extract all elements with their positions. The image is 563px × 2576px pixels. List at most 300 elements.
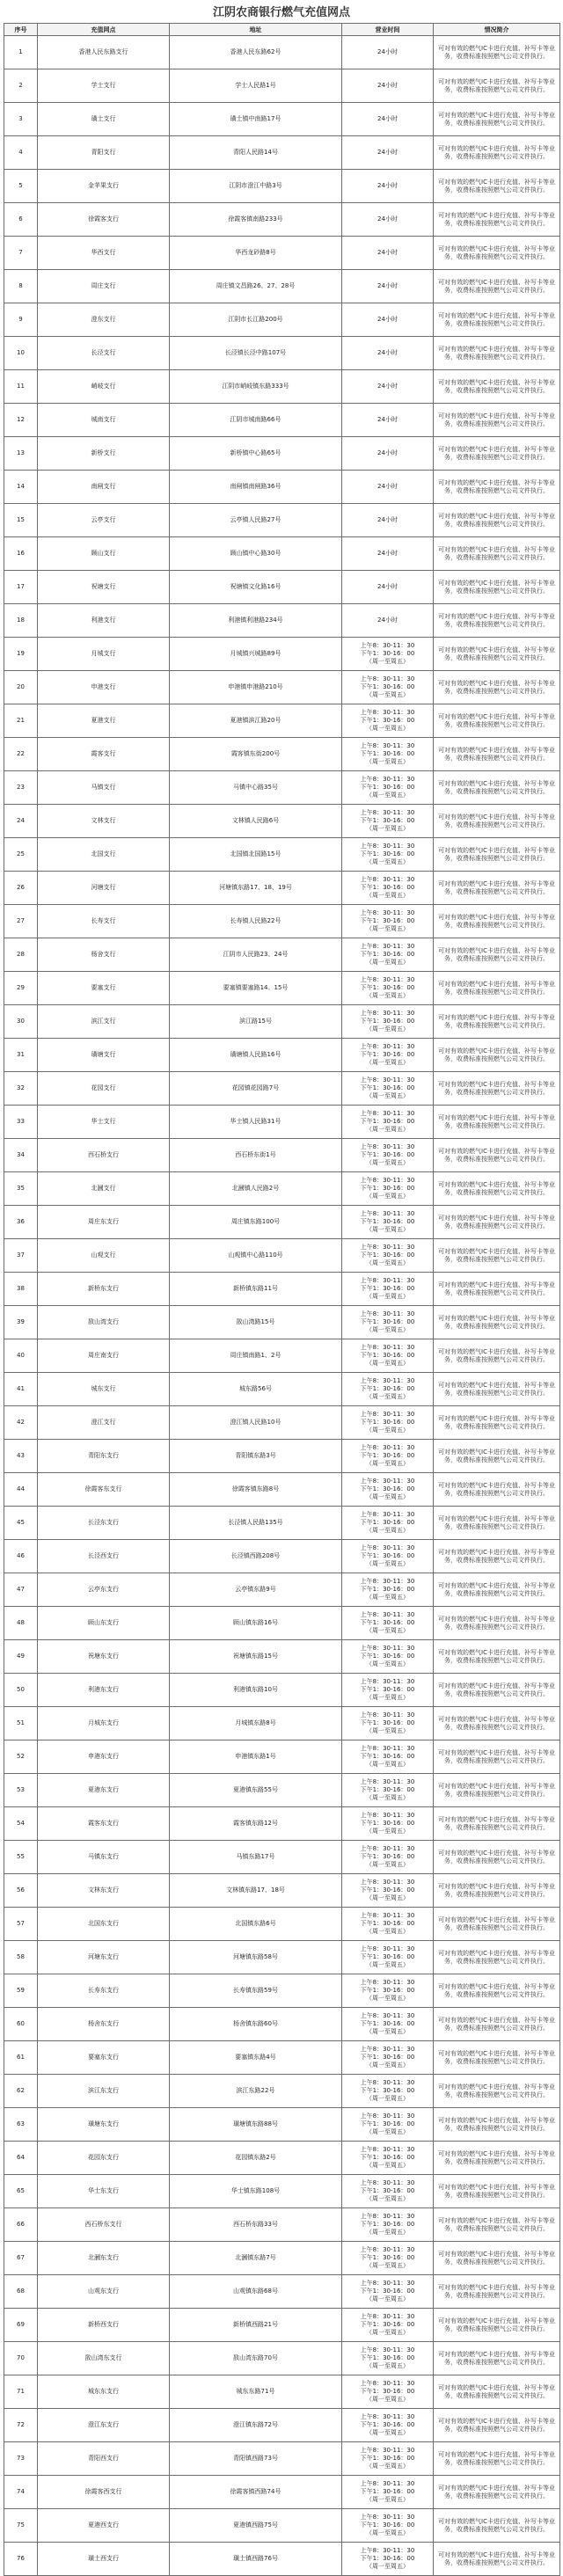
outlet-name: 山观东支行 bbox=[38, 2275, 170, 2309]
row-number: 28 bbox=[4, 938, 38, 972]
table-row bbox=[4, 1740, 560, 1774]
table-row bbox=[4, 638, 560, 671]
outlet-address: 花园镇花园路7号 bbox=[170, 1072, 342, 1106]
table-row bbox=[4, 2142, 560, 2175]
outlet-address: 祝塘镇东路15号 bbox=[170, 1640, 342, 1674]
hours-line: 下午1：30-16：00 bbox=[360, 1452, 415, 1459]
table-row bbox=[4, 203, 560, 237]
hours-line: 下午1：30-16：00 bbox=[360, 2254, 415, 2261]
hours-line: 上午8：30-11：30 bbox=[360, 1210, 415, 1217]
row-number: 47 bbox=[4, 1573, 38, 1607]
hours-line: 下午1：30-16：00 bbox=[360, 1084, 415, 1091]
outlet-description: 可对有效的燃气IC卡进行充值、补写卡等业务，收费标准按照燃气公司文件执行。 bbox=[434, 2275, 560, 2309]
outlet-address: 璜塘镇人民路16号 bbox=[170, 1039, 342, 1072]
row-number: 2 bbox=[4, 69, 38, 103]
outlet-name: 长泾东支行 bbox=[38, 1507, 170, 1540]
outlet-name: 祝塘支行 bbox=[38, 571, 170, 604]
row-number: 63 bbox=[4, 2108, 38, 2142]
hours-line: 上午8：30-11：30 bbox=[360, 2179, 415, 2186]
outlet-address: 山观镇中心路110号 bbox=[170, 1239, 342, 1273]
outlet-name: 华西支行 bbox=[38, 237, 170, 270]
outlet-name: 要塞支行 bbox=[38, 972, 170, 1005]
hours-line: （周一至周五） bbox=[366, 2262, 409, 2269]
outlet-address: 长寿镇东路59号 bbox=[170, 1974, 342, 2008]
outlet-name: 顾山支行 bbox=[38, 537, 170, 571]
outlet-description: 可对有效的燃气IC卡进行充值、补写卡等业务，收费标准按照燃气公司文件执行。 bbox=[434, 2008, 560, 2041]
business-hours: 24小时 bbox=[342, 203, 434, 237]
row-number: 44 bbox=[4, 1473, 38, 1507]
business-hours: 24小时 bbox=[342, 604, 434, 638]
outlet-description: 可对有效的燃气IC卡进行充值、补写卡等业务，收费标准按照燃气公司文件执行。 bbox=[434, 2375, 560, 2409]
outlet-description: 可对有效的燃气IC卡进行充值、补写卡等业务，收费标准按照燃气公司文件执行。 bbox=[434, 1106, 560, 1139]
hours-line: 上午8：30-11：30 bbox=[360, 1611, 415, 1618]
hours-line: （周一至周五） bbox=[366, 2396, 409, 2403]
outlet-description: 可对有效的燃气IC卡进行充值、补写卡等业务，收费标准按照燃气公司文件执行。 bbox=[434, 1540, 560, 1573]
outlet-description: 可对有效的燃气IC卡进行充值、补写卡等业务，收费标准按照燃气公司文件执行。 bbox=[434, 203, 560, 237]
row-number: 29 bbox=[4, 972, 38, 1005]
outlet-description: 可对有效的燃气IC卡进行充值、补写卡等业务，收费标准按照燃气公司文件执行。 bbox=[434, 638, 560, 671]
hours-line: 上午8：30-11：30 bbox=[360, 1277, 415, 1284]
outlet-description: 可对有效的燃气IC卡进行充值、补写卡等业务，收费标准按照燃气公司文件执行。 bbox=[434, 1273, 560, 1306]
outlet-name: 璜土支行 bbox=[38, 103, 170, 136]
outlet-address: 河塘镇东路58号 bbox=[170, 1941, 342, 1974]
row-number: 21 bbox=[4, 704, 38, 738]
row-number: 6 bbox=[4, 203, 38, 237]
outlet-description: 可对有效的燃气IC卡进行充值、补写卡等业务，收费标准按照燃气公司文件执行。 bbox=[434, 170, 560, 203]
outlet-address: 利港镇东路10号 bbox=[170, 1674, 342, 1707]
hours-line: 下午1：30-16：00 bbox=[360, 984, 415, 991]
business-hours: 24小时 bbox=[342, 270, 434, 303]
outlet-description: 可对有效的燃气IC卡进行充值、补写卡等业务，收费标准按照燃气公司文件执行。 bbox=[434, 2342, 560, 2375]
row-number: 52 bbox=[4, 1740, 38, 1774]
table-row bbox=[4, 270, 560, 303]
table-row bbox=[4, 537, 560, 571]
table-row bbox=[4, 2008, 560, 2041]
hours-line: （周一至周五） bbox=[366, 1995, 409, 2002]
table-row bbox=[4, 404, 560, 437]
table-row bbox=[4, 671, 560, 704]
outlet-address: 江阴市城南路66号 bbox=[170, 404, 342, 437]
table-row bbox=[4, 1540, 560, 1573]
hours-line: 上午8：30-11：30 bbox=[360, 2514, 415, 2521]
hours-line: 下午1：30-16：00 bbox=[360, 717, 415, 724]
table-row bbox=[4, 1774, 560, 1807]
outlet-description: 可对有效的燃气IC卡进行充值、补写卡等业务，收费标准按照燃气公司文件执行。 bbox=[434, 738, 560, 771]
business-hours: 24小时 bbox=[342, 504, 434, 537]
business-hours bbox=[342, 872, 434, 905]
outlet-address: 滨江路15号 bbox=[170, 1005, 342, 1039]
outlet-address: 要塞镇东路4号 bbox=[170, 2041, 342, 2075]
outlet-description: 可对有效的燃气IC卡进行充值、补写卡等业务，收费标准按照燃气公司文件执行。 bbox=[434, 2543, 560, 2576]
outlet-address: 新桥镇中心路65号 bbox=[170, 437, 342, 471]
outlet-description: 可对有效的燃气IC卡进行充值、补写卡等业务，收费标准按照燃气公司文件执行。 bbox=[434, 2476, 560, 2509]
hours-line: （周一至周五） bbox=[366, 1727, 409, 1734]
business-hours bbox=[342, 2075, 434, 2108]
outlet-address: 山观镇东路68号 bbox=[170, 2275, 342, 2309]
outlet-description: 可对有效的燃气IC卡进行充值、补写卡等业务，收费标准按照燃气公司文件执行。 bbox=[434, 2309, 560, 2342]
table-row bbox=[4, 771, 560, 805]
business-hours bbox=[342, 2342, 434, 2375]
table-row bbox=[4, 1874, 560, 1908]
outlet-address: 新桥镇东路11号 bbox=[170, 1273, 342, 1306]
row-number: 35 bbox=[4, 1172, 38, 1206]
outlet-name: 城东支行 bbox=[38, 1373, 170, 1406]
hours-line: （周一至周五） bbox=[366, 959, 409, 966]
outlet-name: 滨江支行 bbox=[38, 1005, 170, 1039]
outlet-address: 徐霞客镇东路8号 bbox=[170, 1473, 342, 1507]
table-row bbox=[4, 2175, 560, 2208]
hours-line: 上午8：30-11：30 bbox=[360, 1645, 415, 1652]
row-number: 42 bbox=[4, 1406, 38, 1440]
table-row bbox=[4, 237, 560, 270]
table-row bbox=[4, 1707, 560, 1740]
hours-line: （周一至周五） bbox=[366, 1594, 409, 1601]
outlet-description: 可对有效的燃气IC卡进行充值、补写卡等业务，收费标准按照燃气公司文件执行。 bbox=[434, 2108, 560, 2142]
business-hours bbox=[342, 1607, 434, 1640]
hours-line: 下午1：30-16：00 bbox=[360, 1953, 415, 1960]
row-number: 11 bbox=[4, 370, 38, 404]
row-number: 68 bbox=[4, 2275, 38, 2309]
outlet-name: 花园东支行 bbox=[38, 2142, 170, 2175]
hours-line: 下午1：30-16：00 bbox=[360, 2455, 415, 2462]
hours-line: 下午1：30-16：00 bbox=[360, 884, 415, 891]
col-header-no: 序号 bbox=[4, 24, 38, 36]
hours-line: （周一至周五） bbox=[366, 1560, 409, 1567]
outlet-address: 澄江镇东路72号 bbox=[170, 2409, 342, 2442]
outlet-name: 云亭东支行 bbox=[38, 1573, 170, 1607]
hours-line: 上午8：30-11：30 bbox=[360, 809, 415, 816]
outlet-address: 西石桥东街1号 bbox=[170, 1139, 342, 1172]
business-hours: 24小时 bbox=[342, 437, 434, 471]
business-hours bbox=[342, 838, 434, 872]
col-header-outlet: 充值网点 bbox=[38, 24, 170, 36]
hours-line: 下午1：30-16：00 bbox=[360, 2521, 415, 2529]
hours-line: （周一至周五） bbox=[366, 1427, 409, 1434]
outlet-name: 祝塘东支行 bbox=[38, 1640, 170, 1674]
hours-line: 下午1：30-16：00 bbox=[360, 2388, 415, 2395]
outlet-address: 长寿镇人民路22号 bbox=[170, 905, 342, 938]
row-number: 7 bbox=[4, 237, 38, 270]
hours-line: 上午8：30-11：30 bbox=[360, 1544, 415, 1551]
hours-line: （周一至周五） bbox=[366, 1493, 409, 1500]
row-number: 48 bbox=[4, 1607, 38, 1640]
row-number: 55 bbox=[4, 1841, 38, 1874]
outlet-address: 江阴市峭岐镇东路333号 bbox=[170, 370, 342, 404]
hours-line: （周一至周五） bbox=[366, 2229, 409, 2236]
table-row bbox=[4, 1206, 560, 1239]
outlet-address: 申港镇东路1号 bbox=[170, 1740, 342, 1774]
outlet-address: 徐霞客镇西路74号 bbox=[170, 2476, 342, 2509]
outlet-address: 徐霞客镇南路233号 bbox=[170, 203, 342, 237]
outlet-name: 马镇支行 bbox=[38, 771, 170, 805]
table-row bbox=[4, 571, 560, 604]
outlet-description: 可对有效的燃气IC卡进行充值、补写卡等业务，收费标准按照燃气公司文件执行。 bbox=[434, 69, 560, 103]
hours-line: 上午8：30-11：30 bbox=[360, 2146, 415, 2153]
outlet-name: 青阳支行 bbox=[38, 136, 170, 170]
table-row bbox=[4, 604, 560, 638]
table-row bbox=[4, 69, 560, 103]
table-row bbox=[4, 1573, 560, 1607]
hours-line: （周一至周五） bbox=[366, 1961, 409, 1968]
hours-line: （周一至周五） bbox=[366, 2529, 409, 2536]
hours-line: （周一至周五） bbox=[366, 1861, 409, 1868]
hours-line: （周一至周五） bbox=[366, 2496, 409, 2503]
hours-line: （周一至周五） bbox=[366, 658, 409, 665]
business-hours bbox=[342, 1807, 434, 1841]
outlet-address: 北漍镇人民路2号 bbox=[170, 1172, 342, 1206]
hours-line: （周一至周五） bbox=[366, 1460, 409, 1467]
hours-line: 下午1：30-16：00 bbox=[360, 1920, 415, 1927]
row-number: 17 bbox=[4, 571, 38, 604]
outlet-name: 璜塘东支行 bbox=[38, 2108, 170, 2142]
hours-line: （周一至周五） bbox=[366, 758, 409, 765]
business-hours bbox=[342, 1640, 434, 1674]
hours-line: 上午8：30-11：30 bbox=[360, 1778, 415, 1785]
outlet-address: 顾山镇中心路30号 bbox=[170, 537, 342, 571]
outlet-description: 可对有效的燃气IC卡进行充值、补写卡等业务，收费标准按照燃气公司文件执行。 bbox=[434, 136, 560, 170]
hours-line: 下午1：30-16：00 bbox=[360, 1552, 415, 1559]
hours-line: 上午8：30-11：30 bbox=[360, 1244, 415, 1251]
hours-line: 下午1：30-16：00 bbox=[360, 1051, 415, 1058]
hours-line: （周一至周五） bbox=[366, 1259, 409, 1266]
outlet-address: 文林镇东路17、18号 bbox=[170, 1874, 342, 1908]
hours-line: 上午8：30-11：30 bbox=[360, 2280, 415, 2287]
table-row bbox=[4, 2275, 560, 2309]
hours-line: 下午1：30-16：00 bbox=[360, 750, 415, 757]
table-row bbox=[4, 1406, 560, 1440]
table-row bbox=[4, 2208, 560, 2242]
business-hours bbox=[342, 2175, 434, 2208]
outlet-name: 澄江支行 bbox=[38, 1406, 170, 1440]
business-hours bbox=[342, 1273, 434, 1306]
hours-line: 上午8：30-11：30 bbox=[360, 1678, 415, 1685]
col-header-hours: 营业时间 bbox=[342, 24, 434, 36]
hours-line: 上午8：30-11：30 bbox=[360, 1043, 415, 1050]
outlet-address: 云亭镇东路9号 bbox=[170, 1573, 342, 1607]
outlet-name: 华士东支行 bbox=[38, 2175, 170, 2208]
table-row bbox=[4, 2409, 560, 2442]
row-number: 45 bbox=[4, 1507, 38, 1540]
outlet-name: 青阳东支行 bbox=[38, 1440, 170, 1473]
outlet-description: 可对有效的燃气IC卡进行充值、补写卡等业务，收费标准按照燃气公司文件执行。 bbox=[434, 1640, 560, 1674]
outlet-name: 要塞东支行 bbox=[38, 2041, 170, 2075]
table-row bbox=[4, 2309, 560, 2342]
hours-line: 下午1：30-16：00 bbox=[360, 650, 415, 657]
outlet-address: 江阴市长江路200号 bbox=[170, 303, 342, 337]
business-hours: 24小时 bbox=[342, 303, 434, 337]
row-number: 16 bbox=[4, 537, 38, 571]
table-row bbox=[4, 504, 560, 537]
row-number: 23 bbox=[4, 771, 38, 805]
table-row bbox=[4, 1908, 560, 1941]
table-row bbox=[4, 1473, 560, 1507]
hours-line: 下午1：30-16：00 bbox=[360, 683, 415, 690]
hours-line: 上午8：30-11：30 bbox=[360, 1511, 415, 1518]
hours-line: 下午1：30-16：00 bbox=[360, 1285, 415, 1292]
outlet-description: 可对有效的燃气IC卡进行充值、补写卡等业务，收费标准按照燃气公司文件执行。 bbox=[434, 1440, 560, 1473]
outlet-description: 可对有效的燃气IC卡进行充值、补写卡等业务，收费标准按照燃气公司文件执行。 bbox=[434, 1674, 560, 1707]
outlet-description: 可对有效的燃气IC卡进行充值、补写卡等业务，收费标准按照燃气公司文件执行。 bbox=[434, 337, 560, 370]
row-number: 46 bbox=[4, 1540, 38, 1573]
business-hours bbox=[342, 2442, 434, 2476]
outlet-address: 西石桥东路33号 bbox=[170, 2208, 342, 2242]
hours-line: （周一至周五） bbox=[366, 858, 409, 865]
outlet-address: 江阴市澄江中路3号 bbox=[170, 170, 342, 203]
business-hours bbox=[342, 738, 434, 771]
outlet-description: 可对有效的燃气IC卡进行充值、补写卡等业务，收费标准按照燃气公司文件执行。 bbox=[434, 2175, 560, 2208]
row-number: 64 bbox=[4, 2142, 38, 2175]
business-hours: 24小时 bbox=[342, 471, 434, 504]
hours-line: （周一至周五） bbox=[366, 992, 409, 999]
hours-line: 上午8：30-11：30 bbox=[360, 1177, 415, 1184]
table-row bbox=[4, 437, 560, 471]
row-number: 12 bbox=[4, 404, 38, 437]
outlet-description: 可对有效的燃气IC卡进行充值、补写卡等业务，收费标准按照燃气公司文件执行。 bbox=[434, 1039, 560, 1072]
outlet-name: 杨舍东支行 bbox=[38, 2008, 170, 2041]
outlet-name: 申港支行 bbox=[38, 671, 170, 704]
table-body bbox=[4, 36, 560, 2576]
hours-line: （周一至周五） bbox=[366, 1360, 409, 1367]
business-hours bbox=[342, 1874, 434, 1908]
table-row bbox=[4, 36, 560, 69]
business-hours bbox=[342, 2142, 434, 2175]
business-hours bbox=[342, 2208, 434, 2242]
table-row bbox=[4, 1440, 560, 1473]
hours-line: 上午8：30-11：30 bbox=[360, 1578, 415, 1585]
business-hours: 24小时 bbox=[342, 69, 434, 103]
outlet-name: 顾山东支行 bbox=[38, 1607, 170, 1640]
row-number: 70 bbox=[4, 2342, 38, 2375]
business-hours bbox=[342, 972, 434, 1005]
business-hours: 24小时 bbox=[342, 337, 434, 370]
hours-line: 上午8：30-11：30 bbox=[360, 1076, 415, 1084]
col-header-address: 地址 bbox=[170, 24, 342, 36]
hours-line: 上午8：30-11：30 bbox=[360, 876, 415, 883]
row-number: 36 bbox=[4, 1206, 38, 1239]
row-number: 15 bbox=[4, 504, 38, 537]
outlet-description: 可对有效的燃气IC卡进行充值、补写卡等业务，收费标准按照燃气公司文件执行。 bbox=[434, 1239, 560, 1273]
table-row bbox=[4, 2041, 560, 2075]
outlet-description: 可对有效的燃气IC卡进行充值、补写卡等业务，收费标准按照燃气公司文件执行。 bbox=[434, 1373, 560, 1406]
outlet-name: 月城东支行 bbox=[38, 1707, 170, 1740]
table-row bbox=[4, 1941, 560, 1974]
row-number: 5 bbox=[4, 170, 38, 203]
row-number: 25 bbox=[4, 838, 38, 872]
outlet-description: 可对有效的燃气IC卡进行充值、补写卡等业务，收费标准按照燃气公司文件执行。 bbox=[434, 1941, 560, 1974]
hours-line: 上午8：30-11：30 bbox=[360, 2079, 415, 2086]
outlet-description: 可对有效的燃气IC卡进行充值、补写卡等业务，收费标准按照燃气公司文件执行。 bbox=[434, 2075, 560, 2108]
outlet-address: 要塞镇要塞路14、15号 bbox=[170, 972, 342, 1005]
business-hours bbox=[342, 2008, 434, 2041]
table-row bbox=[4, 972, 560, 1005]
business-hours bbox=[342, 2375, 434, 2409]
outlet-description: 可对有效的燃气IC卡进行充值、补写卡等业务，收费标准按照燃气公司文件执行。 bbox=[434, 2208, 560, 2242]
business-hours: 24小时 bbox=[342, 237, 434, 270]
hours-line: 下午1：30-16：00 bbox=[360, 2120, 415, 2127]
row-number: 26 bbox=[4, 872, 38, 905]
table-row bbox=[4, 2476, 560, 2509]
hours-line: 下午1：30-16：00 bbox=[360, 1519, 415, 1526]
outlet-description: 可对有效的燃气IC卡进行充值、补写卡等业务，收费标准按照燃气公司文件执行。 bbox=[434, 938, 560, 972]
outlet-address: 文林镇人民路6号 bbox=[170, 805, 342, 838]
row-number: 13 bbox=[4, 437, 38, 471]
row-number: 18 bbox=[4, 604, 38, 638]
table-row bbox=[4, 1106, 560, 1139]
outlet-address: 华西龙砂路8号 bbox=[170, 237, 342, 270]
row-number: 65 bbox=[4, 2175, 38, 2208]
outlet-description: 可对有效的燃气IC卡进行充值、补写卡等业务，收费标准按照燃气公司文件执行。 bbox=[434, 671, 560, 704]
business-hours: 24小时 bbox=[342, 571, 434, 604]
outlet-address: 长泾镇人民路135号 bbox=[170, 1507, 342, 1540]
hours-line: 下午1：30-16：00 bbox=[360, 1786, 415, 1793]
outlet-name: 河塘支行 bbox=[38, 872, 170, 905]
business-hours bbox=[342, 1941, 434, 1974]
row-number: 4 bbox=[4, 136, 38, 170]
hours-line: （周一至周五） bbox=[366, 2563, 409, 2570]
hours-line: 下午1：30-16：00 bbox=[360, 1118, 415, 1125]
table-row bbox=[4, 1974, 560, 2008]
table-row bbox=[4, 1139, 560, 1172]
outlet-address: 周庄镇文昌路26、27、28号 bbox=[170, 270, 342, 303]
table-row bbox=[4, 170, 560, 203]
outlet-description: 可对有效的燃气IC卡进行充值、补写卡等业务，收费标准按照燃气公司文件执行。 bbox=[434, 2509, 560, 2543]
hours-line: 下午1：30-16：00 bbox=[360, 817, 415, 824]
outlet-description: 可对有效的燃气IC卡进行充值、补写卡等业务，收费标准按照燃气公司文件执行。 bbox=[434, 537, 560, 571]
outlet-address: 北国镇北国路15号 bbox=[170, 838, 342, 872]
outlet-description: 可对有效的燃气IC卡进行充值、补写卡等业务，收费标准按照燃气公司文件执行。 bbox=[434, 2242, 560, 2275]
hours-line: 下午1：30-16：00 bbox=[360, 1853, 415, 1860]
outlet-description: 可对有效的燃气IC卡进行充值、补写卡等业务，收费标准按照燃气公司文件执行。 bbox=[434, 103, 560, 136]
hours-line: 上午8：30-11：30 bbox=[360, 2413, 415, 2420]
hours-line: 下午1：30-16：00 bbox=[360, 2221, 415, 2228]
hours-line: （周一至周五） bbox=[366, 925, 409, 932]
outlet-description: 可对有效的燃气IC卡进行充值、补写卡等业务，收费标准按照燃气公司文件执行。 bbox=[434, 1607, 560, 1640]
outlet-name: 新桥西支行 bbox=[38, 2309, 170, 2342]
row-number: 10 bbox=[4, 337, 38, 370]
hours-line: （周一至周五） bbox=[366, 1059, 409, 1066]
table-row bbox=[4, 2242, 560, 2275]
hours-line: 上午8：30-11：30 bbox=[360, 1745, 415, 1752]
business-hours bbox=[342, 2309, 434, 2342]
outlet-name: 徐霞客西支行 bbox=[38, 2476, 170, 2509]
outlet-description: 可对有效的燃气IC卡进行充值、补写卡等业务，收费标准按照燃气公司文件执行。 bbox=[434, 571, 560, 604]
outlet-description: 可对有效的燃气IC卡进行充值、补写卡等业务，收费标准按照燃气公司文件执行。 bbox=[434, 404, 560, 437]
hours-line: （周一至周五） bbox=[366, 1025, 409, 1033]
hours-line: 上午8：30-11：30 bbox=[360, 1979, 415, 1986]
hours-line: 下午1：30-16：00 bbox=[360, 1987, 415, 1994]
hours-line: （周一至周五） bbox=[366, 1660, 409, 1667]
outlet-name: 霞客支行 bbox=[38, 738, 170, 771]
outlet-name: 城南支行 bbox=[38, 404, 170, 437]
outlet-name: 利港东支行 bbox=[38, 1674, 170, 1707]
outlet-description: 可对有效的燃气IC卡进行充值、补写卡等业务，收费标准按照燃气公司文件执行。 bbox=[434, 1072, 560, 1106]
row-number: 60 bbox=[4, 2008, 38, 2041]
row-number: 74 bbox=[4, 2476, 38, 2509]
row-number: 53 bbox=[4, 1774, 38, 1807]
table-row bbox=[4, 303, 560, 337]
row-number: 14 bbox=[4, 471, 38, 504]
hours-line: 下午1：30-16：00 bbox=[360, 1252, 415, 1259]
table-row bbox=[4, 337, 560, 370]
business-hours bbox=[342, 1206, 434, 1239]
outlet-name: 北国支行 bbox=[38, 838, 170, 872]
business-hours bbox=[342, 1339, 434, 1373]
business-hours: 24小时 bbox=[342, 537, 434, 571]
outlet-address: 长泾镇长泾中路107号 bbox=[170, 337, 342, 370]
business-hours bbox=[342, 1507, 434, 1540]
hours-line: 下午1：30-16：00 bbox=[360, 1218, 415, 1225]
col-header-description: 情况简介 bbox=[434, 24, 560, 36]
